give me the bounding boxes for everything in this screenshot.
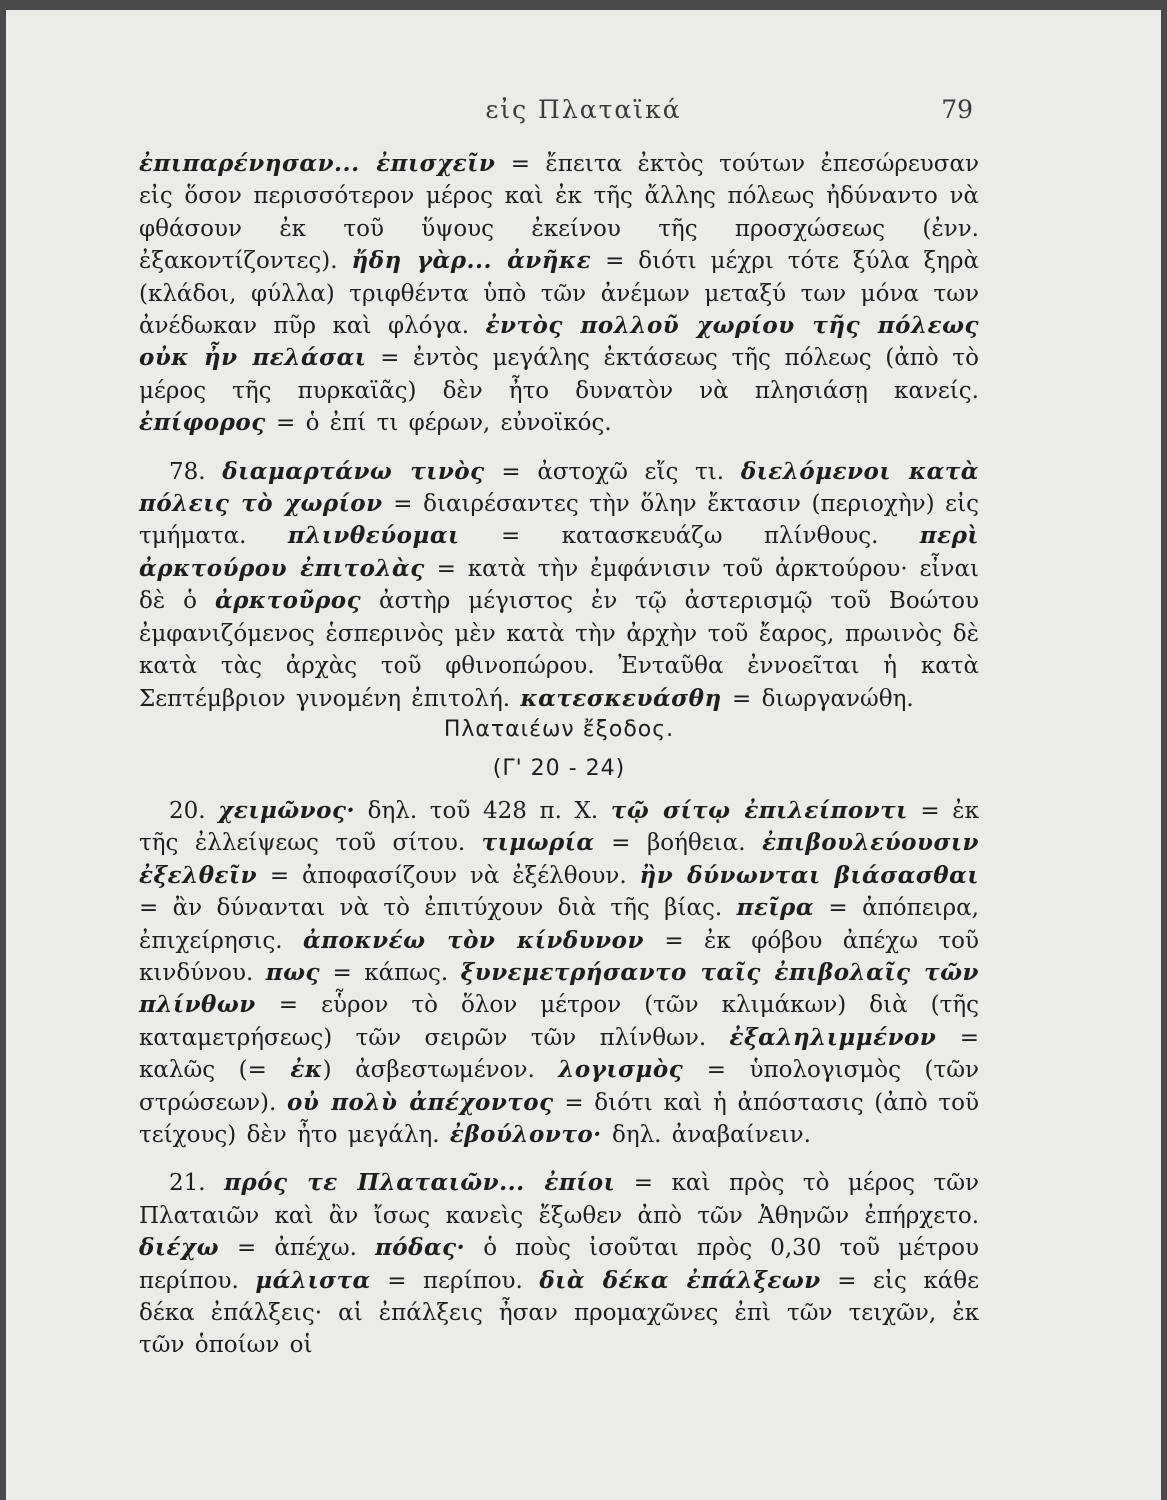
- lemma: τῷ σίτῳ ἐπιλείποντι: [610, 796, 908, 824]
- lemma: πρός τε Πλαταιῶν... ἐπίοι: [224, 1169, 616, 1197]
- lemma: ξυνεμετρήσαντο ταῖς ἐπιβολαῖς τῶν πλίνθων: [139, 958, 979, 1019]
- gloss: ) ἀσβεστωμένον.: [322, 1057, 559, 1084]
- lemma: πεῖρα: [736, 894, 815, 922]
- lemma: διὰ δέκα ἐπάλξεων: [539, 1266, 821, 1294]
- lemma: πως: [265, 958, 321, 986]
- lemma: ἤδη γὰρ... ἀνῆκε: [351, 247, 592, 275]
- section-number: 21.: [169, 1170, 206, 1197]
- lemma: κατεσκευάσθη: [520, 684, 722, 712]
- gloss: = ἀποφασίζουν νὰ ἐξέλθουν.: [257, 862, 640, 889]
- lemma: ἢν δύνωνται βιάσασθαι: [639, 861, 979, 889]
- gloss: = ἀστοχῶ εἴς τι.: [484, 458, 741, 485]
- gloss: = εὗρον τὸ ὅλον μέτρον (τῶν κλιμάκων) διὰ (τῆς καταμετρήσεως) τῶν σειρῶν τῶν πλίνθων.: [139, 992, 979, 1051]
- gloss: = ὁ ἐπί τι φέρων, εὐνοϊκός.: [265, 410, 612, 437]
- gloss: ὁ ποὺς ἰσοῦται πρὸς 0,30 τοῦ μέτρου περίπου.: [139, 1235, 979, 1294]
- gloss: = κατὰ τὴν ἐμφάνισιν τοῦ ἀρκτούρου· εἶναι δὲ ὁ: [139, 555, 979, 615]
- gloss: = ἂν δύνανται νὰ τὸ ἐπιτύχουν διὰ τῆς βίας.: [139, 895, 737, 922]
- lemma: πλινθεύομαι: [287, 522, 460, 550]
- lemma: λογισμὸς: [558, 1056, 684, 1084]
- gloss: = κατασκευάζω πλίνθους.: [459, 523, 920, 550]
- gloss: = κάπως.: [320, 959, 461, 986]
- lemma: διαμαρτάνω τινὸς: [222, 457, 485, 485]
- lemma: οὐ πολὺ ἀπέχοντος: [287, 1088, 554, 1116]
- gloss: = ἀπέχω.: [218, 1235, 375, 1262]
- gloss: = καὶ πρὸς τὸ μέρος τῶν Πλαταιῶν καὶ ἂν ἴσως κανεὶς ἔξωθεν ἀπὸ τῶν Ἀθηνῶν ἐπήρχετο.: [139, 1170, 979, 1229]
- section-title: Πλαταιέων ἔξοδος.: [443, 716, 675, 742]
- gloss: = διότι καὶ ἡ ἀπόστασις (ἀπὸ τοῦ τείχους) δὲν ἦτο μεγάλη.: [139, 1089, 979, 1148]
- page-body: [139, 148, 979, 1362]
- lemma: ἀρκτοῦρος: [214, 587, 362, 615]
- lemma: ἐπιβουλεύουσιν ἐξελθεῖν: [139, 829, 979, 889]
- lemma: τιμωρία: [481, 829, 595, 857]
- lemma: ἐκ: [290, 1056, 323, 1084]
- lemma: ἐβούλοντο·: [449, 1120, 602, 1148]
- lemma: μάλιστα: [255, 1266, 371, 1294]
- section-number: 78.: [169, 458, 206, 485]
- lemma: χειμῶνος·: [218, 796, 355, 824]
- lemma: ἐντὸς πολλοῦ χωρίου τῆς πόλεως οὐκ ἦν πελάσαι: [139, 312, 979, 372]
- gloss: = διαιρέσαντες τὴν ὅλην ἔκτασιν (περιοχὴν) εἰς τμήματα.: [139, 491, 979, 550]
- lemma: διελόμενοι κατὰ πόλεις τὸ χωρίον: [139, 457, 979, 518]
- gloss: = διωργανώθη.: [721, 685, 914, 712]
- lemma: πόδας·: [374, 1234, 466, 1262]
- book-page: [6, 10, 1161, 1500]
- gloss: = εἰς κάθε δέκα ἐπάλξεις· αἱ ἐπάλξεις ἦσαν προμαχῶνες ἐπὶ τῶν τειχῶν, ἐκ τῶν ὁποίων οἱ: [139, 1267, 979, 1359]
- gloss: = ἐντὸς μεγάλης ἐκτάσεως τῆς πόλεως (ἀπὸ τὸ μέρος τῆς πυρκαϊᾶς) δὲν ἦτο δυνατὸν νὰ πλησιάσῃ κανείς.: [139, 345, 979, 404]
- gloss: = ἐκ φόβου ἀπέχω τοῦ κινδύνου.: [139, 927, 979, 986]
- paragraph-78: [139, 456, 979, 715]
- gloss: = καλῶς (=: [139, 1024, 979, 1084]
- lemma: ἐπιπαρένησαν... ἐπισχεῖν: [139, 150, 496, 177]
- gloss: = ἔπειτα ἐκτὸς τούτων ἐπεσώρευσαν εἰς ὅσον περισσότερον μέρος καὶ ἐκ τῆς ἄλλης πόλεως ἠδύναντο νὰ φθάσουν ἐκ τοῦ ὕψους ἐκείνου τῆς προσχώσεως (ἐνν. ἐξακοντίζοντες).: [139, 151, 980, 275]
- gloss: = ὑπολογισμὸς (τῶν στρώσεων).: [139, 1057, 979, 1116]
- paragraph-21: [139, 1167, 979, 1361]
- gloss: = περίπου.: [370, 1267, 540, 1294]
- paragraph-77-continuation: [139, 148, 979, 440]
- paragraph-20: [139, 795, 979, 1151]
- running-head: εἰς Πλαταϊκά: [485, 95, 682, 124]
- gloss: δηλ. ἀναβαίνειν.: [601, 1121, 811, 1148]
- gloss: = βοήθεια.: [594, 830, 763, 857]
- lemma: περὶ ἀρκτούρου ἐπιτολὰς: [139, 522, 980, 582]
- gloss: δηλ. τοῦ 428 π. Χ.: [355, 797, 611, 824]
- section-number: 20.: [169, 797, 206, 824]
- lemma: διέχω: [139, 1234, 219, 1262]
- gloss: ἀστὴρ μέγιστος ἐν τῷ ἀστερισμῷ τοῦ Βοώτου ἐμφανιζόμενος ἑσπερινὸς μὲν κατὰ τὴν ἀρχὴν τοῦ ἔαρος, πρωινὸς δὲ κατὰ τὰς ἀρχὰς τοῦ φθινοπώρου. Ἐνταῦθα ἐννοεῖται ἡ κατὰ Σεπτέμβριον γινομένη ἐπιτολή.: [139, 588, 979, 712]
- gloss: = ἀπόπειρα, ἐπιχείρησις.: [139, 895, 979, 954]
- page-header: [6, 95, 1161, 135]
- gloss: = ἐκ τῆς ἐλλείψεως τοῦ σίτου.: [139, 797, 979, 857]
- lemma: ἀποκνέω τὸν κίνδυνον: [303, 926, 644, 954]
- section-range: (Γ' 20 - 24): [492, 755, 626, 781]
- gloss: = διότι μέχρι τότε ξύλα ξηρὰ (κλάδοι, φύλλα) τριφθέντα ὑπὸ τῶν ἀνέμων μεταξύ των μόνα των ἀνέδωκαν πῦρ καὶ φλόγα.: [139, 248, 979, 340]
- lemma: ἐξαληλιμμένον: [729, 1023, 937, 1051]
- lemma: ἐπίφορος: [139, 409, 266, 437]
- page-number: 79: [941, 95, 973, 124]
